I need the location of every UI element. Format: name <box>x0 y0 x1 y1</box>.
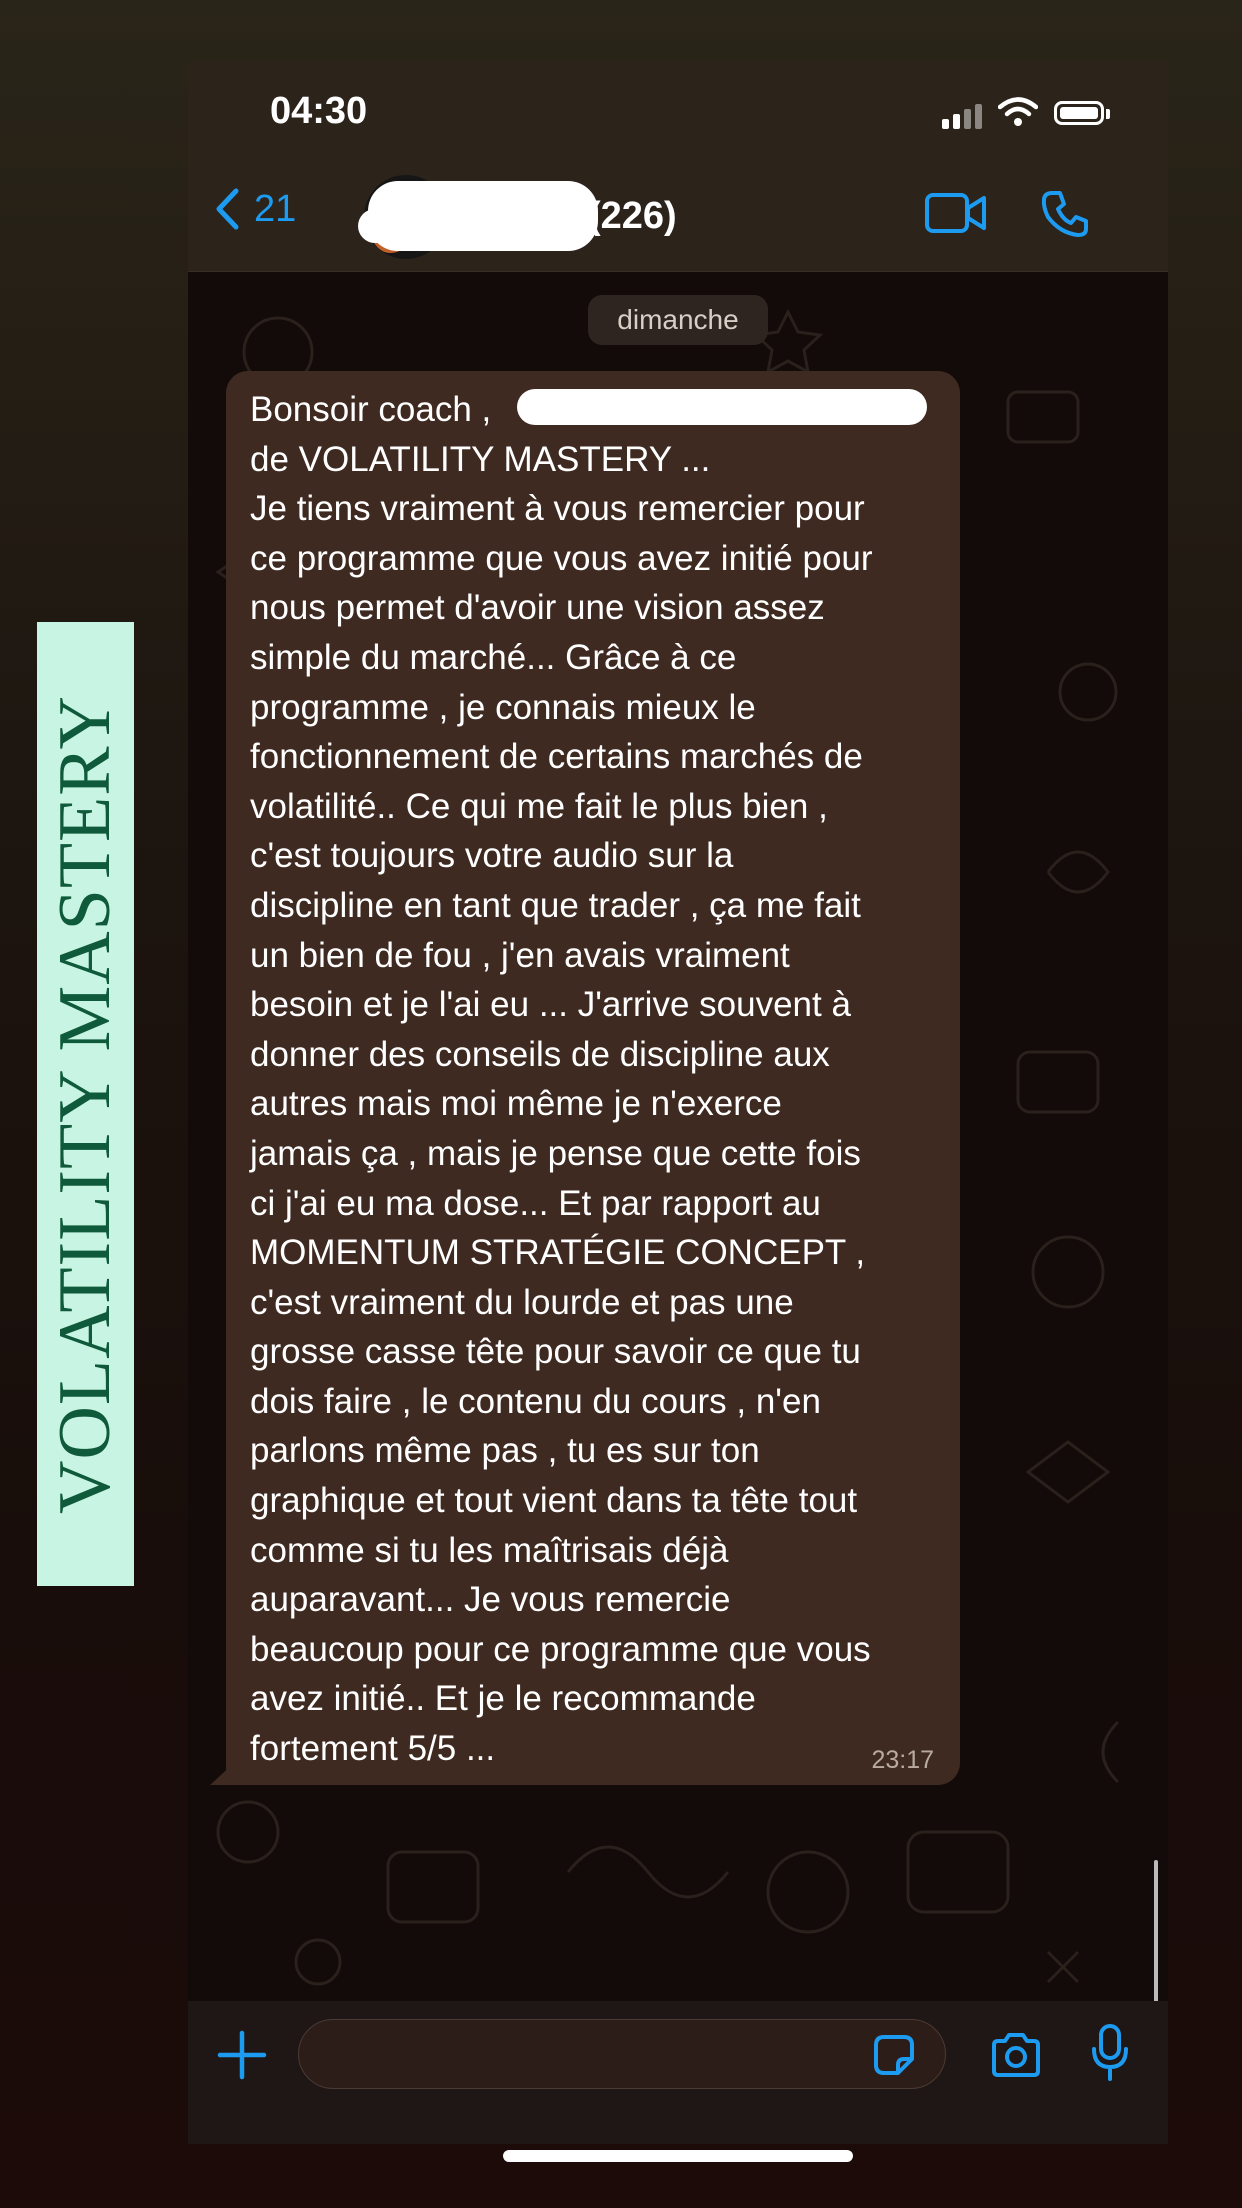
chat-header <box>188 151 1168 272</box>
message-line: graphique et tout vient dans ta tête tout <box>250 1481 858 1521</box>
wifi-icon <box>998 97 1038 127</box>
message-line: dois faire , le contenu du cours , n'en <box>250 1381 821 1421</box>
message-line: autres mais moi même je n'exerce <box>250 1084 782 1124</box>
message-line: fonctionnement de certains marchés de <box>250 737 863 777</box>
message-line: nous permet d'avoir une vision assez <box>250 588 825 628</box>
unread-count: 21 <box>254 187 297 230</box>
volatility-mastery-banner <box>37 622 134 1586</box>
message-bubble[interactable] <box>226 371 960 1785</box>
message-line: discipline en tant que trader , ça me fait <box>250 885 861 925</box>
chevron-left-icon <box>214 187 240 231</box>
video-call-icon[interactable] <box>924 191 988 235</box>
phone-call-icon[interactable] <box>1040 189 1090 239</box>
contact-name[interactable]: (226) <box>588 195 677 237</box>
message-line: avez initié.. Et je le recommande <box>250 1679 756 1719</box>
message-line: beaucoup pour ce programme que vous <box>250 1629 871 1669</box>
chat-area[interactable] <box>188 272 1168 2004</box>
message-line: ci j'ai eu ma dose... Et par rapport au <box>250 1183 821 1223</box>
battery-icon <box>1054 101 1104 125</box>
message-line: de VOLATILITY MASTERY ... <box>250 439 711 479</box>
status-time: 04:30 <box>270 90 368 132</box>
message-line: grosse casse tête pour savoir ce que tu <box>250 1332 861 1372</box>
redaction-mark <box>358 209 428 243</box>
microphone-icon[interactable] <box>1090 2023 1130 2083</box>
sticker-icon[interactable] <box>872 2033 916 2077</box>
message-line: jamais ça , mais je pense que cette fois <box>250 1133 861 1173</box>
message-line: ce programme que vous avez initié pour <box>250 538 873 578</box>
message-line: comme si tu les maîtrisais déjà <box>250 1530 729 1570</box>
date-separator: dimanche <box>588 295 768 345</box>
message-timestamp: 23:17 <box>871 1746 934 1774</box>
scrollbar[interactable] <box>1154 1860 1158 2004</box>
camera-icon[interactable] <box>988 2031 1044 2079</box>
message-line: MOMENTUM STRATÉGIE CONCEPT , <box>250 1233 866 1273</box>
message-line: auparavant... Je vous remercie <box>250 1580 731 1620</box>
message-line: donner des conseils de discipline aux <box>250 1034 830 1074</box>
banner-text: VOLATILITY MASTERY <box>44 694 127 1514</box>
composer-bar <box>188 2001 1168 2144</box>
message-line: volatilité.. Ce qui me fait le plus bien , <box>250 786 828 826</box>
message-line: programme , je connais mieux le <box>250 687 756 727</box>
bubble-tail <box>210 1763 234 1785</box>
message-line: simple du marché... Grâce à ce <box>250 637 737 677</box>
message-line: c'est toujours votre audio sur la <box>250 836 734 876</box>
redaction-mark <box>517 389 927 425</box>
message-line: un bien de fou , j'en avais vraiment <box>250 935 790 975</box>
phone-screen <box>188 61 1168 2144</box>
message-line: Je tiens vraiment à vous remercier pour <box>250 489 865 529</box>
message-line: fortement 5/5 ... <box>250 1729 496 1769</box>
battery-tip <box>1106 109 1110 119</box>
home-indicator[interactable] <box>503 2150 853 2162</box>
message-input[interactable] <box>298 2019 946 2089</box>
back-button[interactable] <box>214 187 296 231</box>
message-line: parlons même pas , tu es sur ton <box>250 1431 760 1471</box>
message-line: Bonsoir coach , <box>250 390 492 429</box>
message-line: besoin et je l'ai eu ... J'arrive souvent à <box>250 985 851 1025</box>
status-bar <box>188 61 1168 151</box>
plus-icon[interactable] <box>216 2029 268 2081</box>
message-line: c'est vraiment du lourde et pas une <box>250 1282 794 1322</box>
